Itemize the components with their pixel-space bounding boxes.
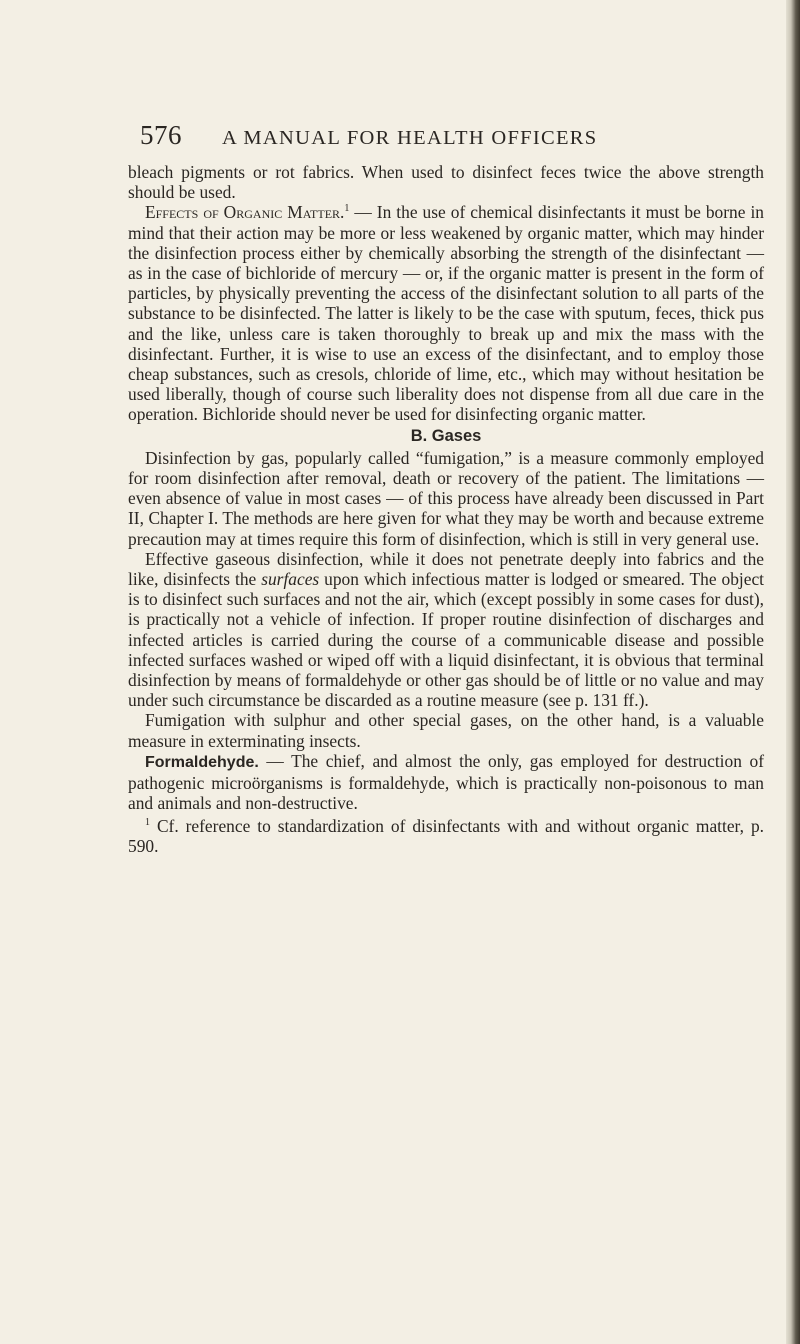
footnote-marker: 1: [145, 816, 150, 828]
paragraph-formaldehyde-text: — The chief, and almost the only, gas employed for destruction of pathogenic microörganisms is formaldehyde, which is practically non-poisonous to man and animals and non-destructive.: [128, 750, 764, 814]
section-lead-organic-matter: Effects of Organic Matter.: [145, 202, 345, 223]
paragraph-gaseous-disinfection: [128, 549, 764, 711]
running-title: A MANUAL FOR HEALTH OFFICERS: [222, 127, 598, 149]
book-spine-edge: [786, 0, 800, 1344]
page-number: 576: [140, 120, 182, 150]
paragraph-sulphur: Fumigation with sulphur and other special gases, on the other hand, is a valuable measure in exterminating insects.: [128, 710, 764, 751]
footnote: [128, 816, 764, 856]
gaseous-text-after: upon which infectious matter is lodged or smeared. The object is to disinfect such surfaces and not the air, which (except possibly in some cases for dust), is practically not a vehicle of infection. If proper routine disinfection of discharges and infected articles is carried during the course of a communicable disease and possible infected surfaces washed or wiped off with a liquid disinfectant, it is obvious that terminal disinfection by means of formaldehyde or other gas should be of little or no value and may under such circumstance be discarded as a routine measure (see p. 131 ff.).: [128, 569, 765, 711]
paragraph-organic-matter: [128, 202, 764, 424]
subheading-gases: B. Gases: [410, 426, 482, 445]
page-header: [140, 120, 760, 151]
section-lead-formaldehyde: Formaldehyde.: [145, 753, 259, 771]
paragraph-fumigation-intro: Disinfection by gas, popularly called “fumigation,” is a measure commonly employed for room disinfection after removal, death or recovery of the patient. The limitations — even absence of value in most cases — of this process have already been discussed in Part II, Chapter I. The methods are here given for what they may be worth and because extreme precaution may at times require this form of disinfection, which is still in very general use.: [128, 447, 764, 549]
paragraph-organic-matter-text: — In the use of chemical disinfectants it must be borne in mind that their action may be more or less weakened by organic matter, which may hinder the disinfection process either by chemically absorbing the strength of the disinfectant — as in the case of bichloride of mercury — or, if the organic matter is present in the form of particles, by physically preventing the access of the disinfectant solution to all parts of the substance to be disinfected. The latter is likely to be the case with sputum, feces, thick pus and the like, unless care is taken thoroughly to break up and mix the mass with the disinfectant. Further, it is wise to use an excess of the disinfectant, and to employ those cheap substances, such as cresols, chloride of lime, etc., which may without hesitation be used liberally, though of course such liberality does not dispense from all due care in the operation. Bichloride should never be used for disinfecting organic matter.: [128, 202, 764, 425]
footnote-reference: 1: [344, 203, 350, 215]
page-body: [128, 162, 764, 856]
gaseous-text-before: Effective gaseous disinfection, while it does not penetrate deeply into fabrics and the like, disinfects the: [128, 548, 764, 590]
paragraph-continuation: bleach pigments or rot fabrics. When used to disinfect feces twice the above strength should be used.: [128, 162, 764, 203]
footnote-text: Cf. reference to standardization of disinfectants with and without organic matter, p. 590.: [128, 815, 764, 856]
emphasis-surfaces: surfaces: [261, 569, 320, 590]
paragraph-formaldehyde: [128, 751, 764, 814]
